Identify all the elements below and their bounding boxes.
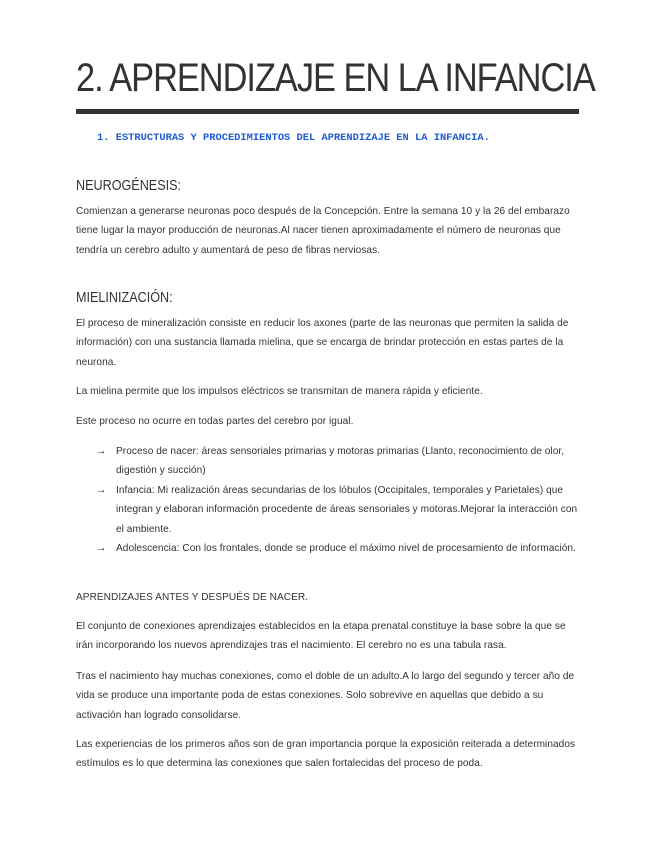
section-subtitle: 1. ESTRUCTURAS Y PROCEDIMIENTOS DEL APRENDIZAJE EN LA INFANCIA. [97, 132, 490, 144]
page-title: 2. APRENDIZAJE EN LA INFANCIA [76, 56, 595, 100]
list-item [96, 481, 580, 539]
paragraph-aprendizajes-2: Tras el nacimiento hay muchas conexiones, como el doble de un adulto.A lo largo del segundo y tercer año de vida se produce una importante poda de estas conexiones. Solo sobrevive en aquellas que debido a su activación han logrado consolidarse. [76, 671, 575, 721]
list-item-text: Adolescencia: Con los frontales, donde se produce el máximo nivel de procesamiento de información. [116, 543, 576, 555]
arrow-right-icon: → [96, 445, 107, 457]
arrow-right-icon: → [96, 483, 107, 496]
heading-mielinizacion: MIELINIZACIÓN: [76, 289, 173, 306]
heading-neurogenesis: NEUROGÉNESIS: [76, 177, 182, 194]
paragraph-mielinizacion-3: Este proceso no ocurre en todas partes del cerebro por igual. [76, 416, 354, 427]
title-underline [76, 109, 579, 114]
paragraph-aprendizajes-1: El conjunto de conexiones aprendizajes establecidos en la etapa prenatal constituye la base sobre la que se irán incorporando los nuevos aprendizajes tras el nacimiento. El cerebro no es una tabula rasa. [76, 621, 566, 652]
list-item-text: Proceso de nacer: áreas sensoriales primarias y motoras primarias (Llanto, reconocimiento de olor, digestión y succión) [116, 446, 565, 477]
paragraph-mielinizacion-1: El proceso de mineralización consiste en reducir los axones (parte de las neuronas que permiten la salida de información) con una sustancia llamada mielina, que se encarga de brindar protección en estas partes de la neurona. [76, 318, 569, 368]
bullet-list [96, 442, 580, 558]
paragraph-mielinizacion-2: La mielina permite que los impulsos eléctricos se transmitan de manera rápida y eficiente. [76, 386, 483, 397]
list-item [96, 539, 580, 558]
paragraph-neurogenesis: Comienzan a generarse neuronas poco después de la Concepción. Entre la semana 10 y la 26 del embarazo tiene lugar la mayor producción de neuronas.Al nacer tienen aproximadamente el número de neuronas que tendría un cerebro adulto y aumentará de peso de fibras nerviosas. [76, 206, 570, 256]
list-item-text: Infancia: Mi realización áreas secundarias de los lóbulos (Occipitales, temporales y Parietales) que integran y elaboran información procedente de áreas sensoriales y motoras.Mejorar la interacción con el ambiente. [116, 484, 578, 535]
list-item [96, 442, 580, 481]
arrow-right-icon: → [96, 542, 107, 555]
paragraph-aprendizajes-3: Las experiencias de los primeros años son de gran importancia porque la exposición reiterada a determinados estímulos es lo que determina las conexiones que salen fortalecidas del proceso de poda. [76, 739, 576, 770]
label-aprendizajes: APRENDIZAJES ANTES Y DESPUÉS DE NACER. [76, 592, 309, 603]
